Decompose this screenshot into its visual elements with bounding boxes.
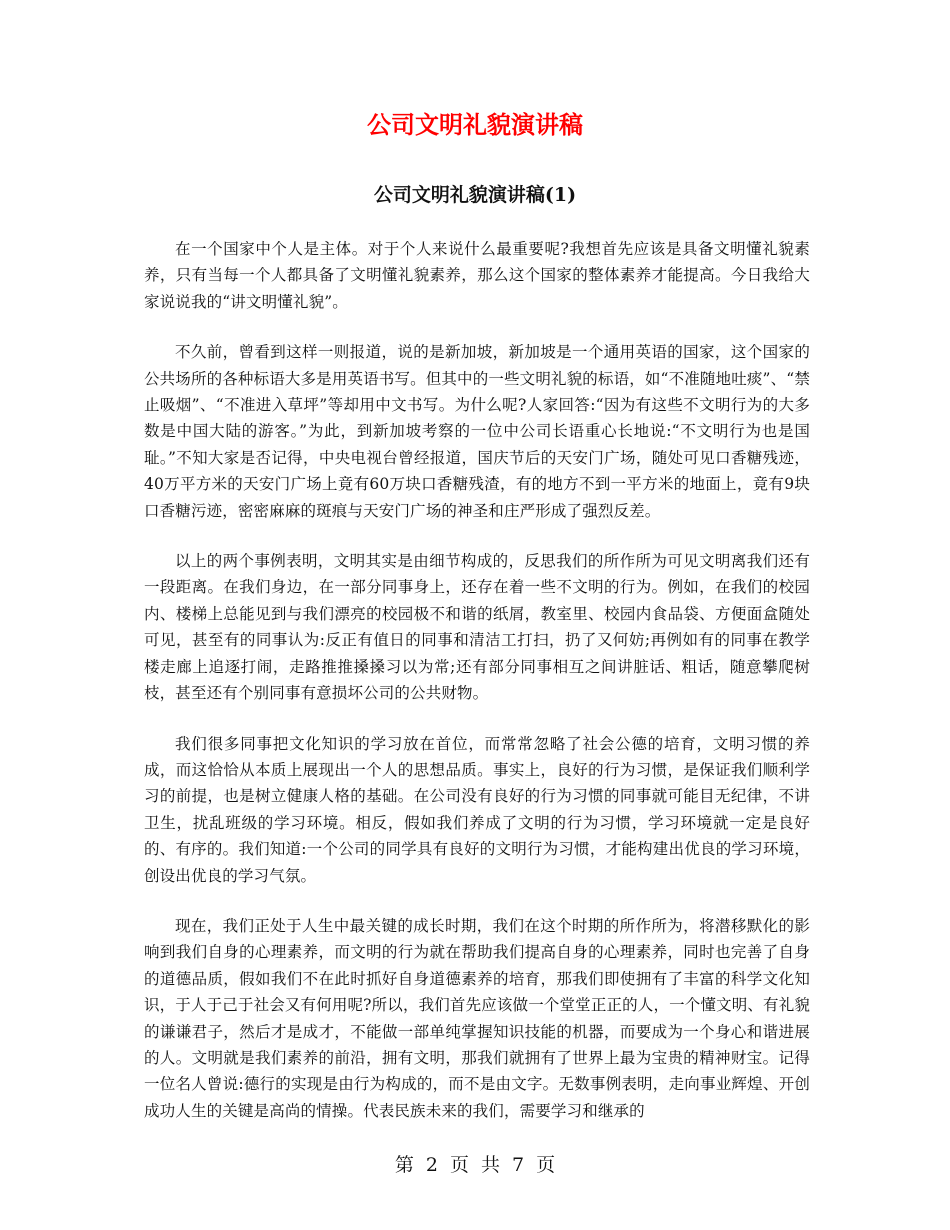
paragraph: 我们很多同事把文化知识的学习放在首位，而常常忽略了社会公德的培育，文明习惯的养成，而这恰恰从本质上展现出一个人的思想品质。事实上，良好的行为习惯，是保证我们顺利学习的前提，也是树立健康人格的基础。在公司没有良好的行为习惯的同事就可能目无纪律，不讲卫生，扰乱班级的学习环境。相反，假如我们养成了文明的行为习惯，学习环境就一定是良好的、有序的。我们知道:一个公司的同学具有良好的文明行为习惯，才能构建出优良的学习环境，创设出优良的学习气氛。 [144,734,810,885]
page-number-footer: 第 2 页 共 7 页 [394,1154,556,1176]
paragraph: 在一个国家中个人是主体。对于个人来说什么最重要呢?我想首先应该是具备文明懂礼貌素养，只有当每一个人都具备了文明懂礼貌素养，那么这个国家的整体素养才能提高。今日我给大家说说我的“讲文明懂礼貌”。 [144,240,810,311]
paragraph: 不久前，曾看到这样一则报道，说的是新加坡，新加坡是一个通用英语的国家，这个国家的公共场所的各种标语大多是用英语书写。但其中的一些文明礼貌的标语，如“不准随地吐痰”、“禁止吸烟”、“不准进入草坪”等却用中文书写。为什么呢?人家回答:“因为有这些不文明行为的大多数是中国大陆的游客。”为此，到新加坡考察的一位中公司长语重心长地说:“不文明行为也是国耻。”不知大家是否记得，中央电视台曾经报道，国庆节后的天安门广场，随处可见口香糖残迹，40万平方米的天安门广场上竟有60万块口香糖残渣，有的地方不到一平方米的地面上，竟有9块口香糖污迹，密密麻麻的斑痕与天安门广场的神圣和庄严形成了强烈反差。 [144,343,810,520]
document-body [144,236,810,1148]
document-subtitle: 公司文明礼貌演讲稿(1) [373,184,577,206]
document-title: 公司文明礼貌演讲稿 [367,111,583,139]
paragraph: 现在，我们正处于人生中最关键的成长时期，我们在这个时期的所作所为，将潜移默化的影响到我们自身的心理素养，而文明的行为就在帮助我们提高自身的心理素养，同时也完善了自身的道德品质，假如我们不在此时抓好自身道德素养的培育，那我们即使拥有了丰富的科学文化知识，于人于己于社会又有何用呢?所以，我们首先应该做一个堂堂正正的人，一个懂文明、有礼貌的谦谦君子，然后才是成才，不能做一部单纯掌握知识技能的机器，而要成为一个身心和谐进展的人。文明就是我们素养的前沿，拥有文明，那我们就拥有了世界上最为宝贵的精神财宝。记得一位名人曾说:德行的实现是由行为构成的，而不是由文字。无数事例表明，走向事业辉煌、开创成功人生的关键是高尚的情操。代表民族未来的我们，需要学习和继承的 [144,916,810,1120]
paragraph: 以上的两个事例表明，文明其实是由细节构成的，反思我们的所作所为可见文明离我们还有一段距离。在我们身边，在一部分同事身上，还存在着一些不文明的行为。例如，在我们的校园内、楼梯上总能见到与我们漂亮的校园极不和谐的纸屑，教室里、校园内食品袋、方便面盒随处可见，甚至有的同事认为:反正有值日的同事和清洁工打扫，扔了又何妨;再例如有的同事在教学楼走廊上追逐打闹，走路推推搡搡习以为常;还有部分同事相互之间讲脏话、粗话，随意攀爬树枝，甚至还有个别同事有意损坏公司的公共财物。 [144,552,810,703]
